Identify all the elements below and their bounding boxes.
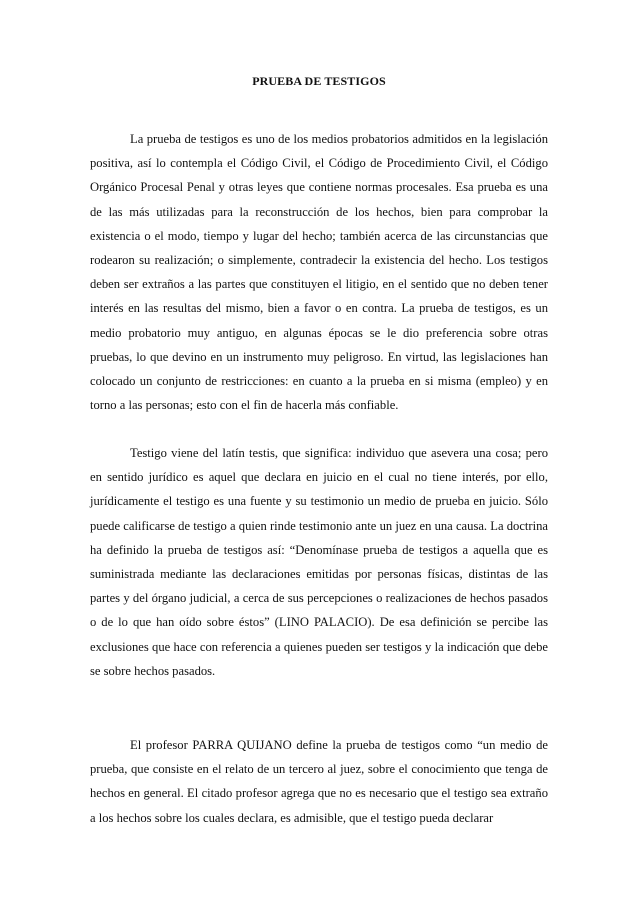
paragraph-2: Testigo viene del latín testis, que significa: individuo que asevera una cosa; pero en sentido jurídico es aquel que declara en juicio en el cual no tiene interés, por ello, jurídicamente el testigo es una fuente y su testimonio un medio de prueba en juicio. Sólo puede calificarse de testigo a quien rinde testimonio ante un juez en una causa. La doctrina ha definido la prueba de testigos así: “Denomínase prueba de testigos a aquella que es suministrada mediante las declaraciones emitidas por personas físicas, distintas de las partes y del órgano judicial, a cerca de sus percepciones o realizaciones de hechos pasados o de lo que han oído sobre éstos” (LINO PALACIO). De esa definición se percibe las exclusiones que hace con referencia a quienes pueden ser testigos y la indicación que debe se sobre hechos pasados. [90, 446, 548, 678]
paragraph-1: La prueba de testigos es uno de los medios probatorios admitidos en la legislación positiva, así lo contempla el Código Civil, el Código de Procedimiento Civil, el Código Orgánico Procesal Penal y otras leyes que contiene normas procesales. Esa prueba es una de las más utilizadas para la reconstrucción de los hechos, bien para comprobar la existencia o el modo, tiempo y lugar del hecho; también acerca de las circunstancias que rodearon su realización; o simplemente, contradecir la existencia del hecho. Los testigos deben ser extraños a las partes que constituyen el litigio, en el sentido que no deben tener interés en las resultas del mismo, bien a favor o en contra. La prueba de testigos, es un medio probatorio muy antiguo, en algunas épocas se le dio preferencia sobre otras pruebas, lo que devino en un instrumento muy peligroso. En virtud, las legislaciones han colocado un conjunto de restricciones: en cuanto a la prueba en si misma (empleo) y en torno a las personas; esto con el fin de hacerla más confiable. [90, 132, 548, 413]
paragraph-3-container [90, 733, 548, 830]
paragraph-3: El profesor PARRA QUIJANO define la prueba de testigos como “un medio de prueba, que consiste en el relato de un tercero al juez, sobre el conocimiento que tenga de hechos en general. El citado profesor agrega que no es necesario que el testigo sea extraño a los hechos sobre los cuales declara, es admisible, que el testigo pueda declarar [90, 738, 548, 825]
paragraph-2-container [90, 441, 548, 683]
paragraph-1-container [90, 127, 548, 417]
document-title: PRUEBA DE TESTIGOS [252, 74, 386, 88]
